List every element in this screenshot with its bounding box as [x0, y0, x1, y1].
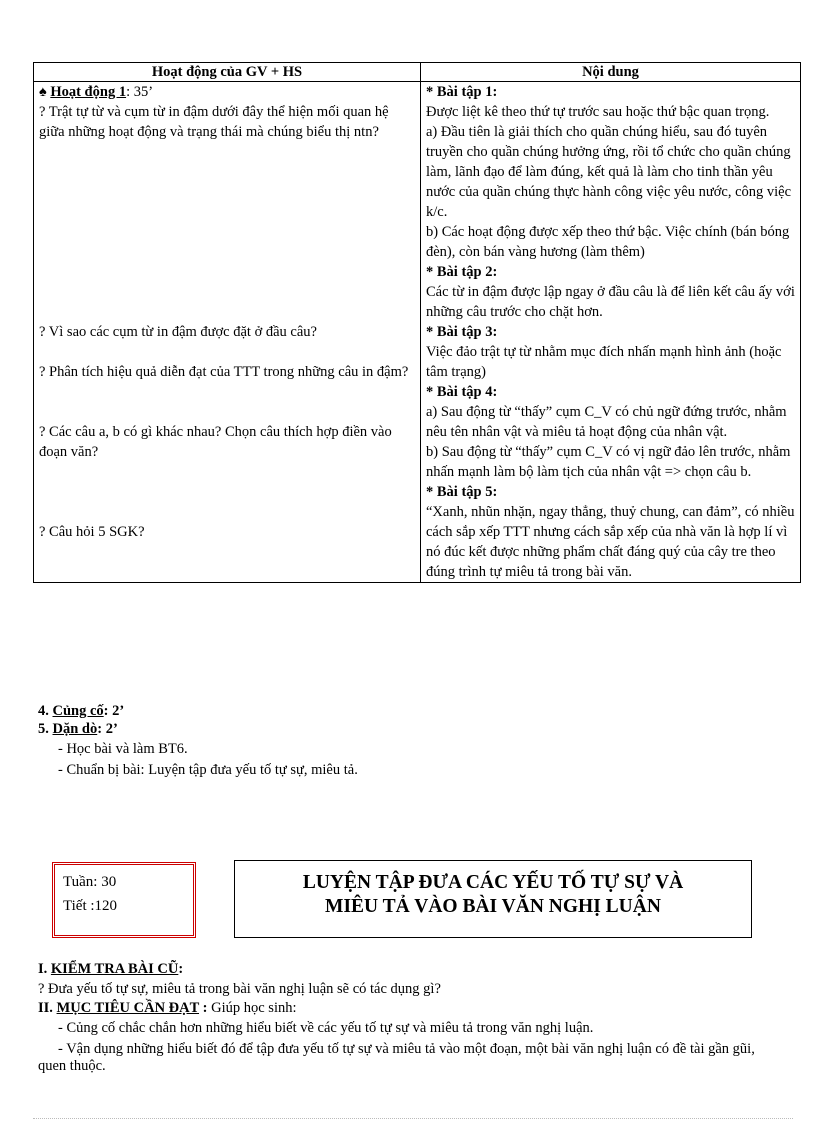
- section-review: I. KIỂM TRA BÀI CŨ:: [38, 961, 184, 977]
- review-label: KIỂM TRA BÀI CŨ: [50, 961, 179, 977]
- exercise-4-a: a) Sau động từ “thấy” cụm C_V có chủ ngữ đứng trước, nhằm nêu tên nhân vật và miêu tả hoạt động của nhân vật.: [426, 404, 787, 440]
- exercise-5-title: * Bài tập 5:: [426, 484, 498, 500]
- table-header-row: [34, 63, 801, 82]
- homework-item-2: - Chuẩn bị bài: Luyện tập đưa yếu tố tự sự, miêu tả.: [58, 762, 358, 778]
- exercise-1-b: b) Các hoạt động được xếp theo thứ bậc. Việc chính (bán bóng đèn), còn bán vàng hương (làm thêm): [426, 224, 790, 260]
- lesson-title-line-2: MIÊU TẢ VÀO BÀI VĂN NGHỊ LUẬN: [325, 896, 661, 917]
- objective-item-1: - Củng cố chắc chắn hơn những hiểu biết về các yếu tố tự sự và miêu tả trong văn nghị luận.: [58, 1020, 594, 1036]
- activity-cell: [34, 82, 421, 583]
- exercise-5-text: “Xanh, nhũn nhặn, ngay thẳng, thuỷ chung, can đảm”, có nhiều cách sắp xếp TTT nhưng cách sắp xếp của nhà văn là hợp lí vì nó đúc kết được những phẩm chất đáng quý của cây tre theo đúng trình tự miêu tả trong bài văn.: [426, 504, 795, 580]
- section-objectives: II. MỤC TIÊU CẦN ĐẠT : Giúp học sinh:: [38, 1000, 297, 1016]
- week-period-box: [52, 862, 196, 938]
- question-4: ? Các câu a, b có gì khác nhau? Chọn câu thích hợp điền vào đoạn văn?: [39, 424, 392, 460]
- question-3: ? Phân tích hiệu quả diễn đạt của TTT trong những câu in đậm?: [39, 364, 409, 380]
- page-bottom-divider: [33, 1118, 793, 1119]
- objective-item-2: - Vận dụng những hiểu biết đó để tập đưa yếu tố tự sự và miêu tả vào một đoạn, một bài văn nghị luận có đề tài gần gũi, quen thuộc.: [38, 1041, 755, 1074]
- objectives-label: MỤC TIÊU CẦN ĐẠT: [56, 1000, 200, 1016]
- exercise-4-title: * Bài tập 4:: [426, 384, 498, 400]
- exercise-2-text: Các từ in đậm được lập ngay ở đầu câu là để liên kết câu ấy với những câu trước cho chặt hơn.: [426, 284, 795, 320]
- activity-label: Hoạt động 1: [50, 84, 127, 100]
- exercise-1-text: Được liệt kê theo thứ tự trước sau hoặc thứ bậc quan trọng.: [426, 104, 770, 120]
- review-question: ? Đưa yếu tố tự sự, miêu tả trong bài văn nghị luận sẽ có tác dụng gì?: [38, 981, 441, 997]
- question-2: ? Vì sao các cụm từ in đậm được đặt ở đầu câu?: [39, 324, 317, 340]
- exercise-1-title: * Bài tập 1:: [426, 84, 498, 100]
- week-label: Tuần: 30: [63, 874, 117, 890]
- exercise-2-title: * Bài tập 2:: [426, 264, 498, 280]
- homework-item-1: - Học bài và làm BT6.: [58, 741, 188, 757]
- exercise-4-b: b) Sau động từ “thấy” cụm C_V có vị ngữ đảo lên trước, nhằm nhấn mạnh làm bộ làm tịch của nhân vật => chọn câu b.: [426, 444, 791, 480]
- question-1: ? Trật tự từ và cụm từ in đậm dưới đây thể hiện mối quan hệ giữa những hoạt động và trạng thái mà chúng biểu thị ntn?: [39, 104, 389, 140]
- spade-icon: ♠: [39, 84, 47, 100]
- lesson-title-line-1: LUYỆN TẬP ĐƯA CÁC YẾU TỐ TỰ SỰ VÀ: [302, 872, 684, 893]
- exercise-1-a: a) Đầu tiên là giải thích cho quần chúng hiểu, sau đó tuyên truyền cho quần chúng hưởng ứng, rồi tổ chức cho quần chúng làm, lãnh đạo để làm đúng, kết quả là làm cho tinh thần yêu nước của quần chúng thực hành công việc yêu nước, công việc k/c.: [426, 124, 792, 220]
- content-cell: [421, 82, 801, 583]
- section-consolidation: 4. Củng cố: 2’: [38, 703, 125, 719]
- exercise-3-text: Việc đảo trật tự từ nhằm mục đích nhấn mạnh hình ảnh (hoặc tâm trạng): [426, 344, 782, 380]
- activity-time: : 35’: [126, 84, 154, 100]
- section-homework: 5. Dặn dò: 2’: [38, 721, 118, 737]
- homework-label: Dặn dò: [52, 721, 98, 737]
- table-row: [34, 82, 801, 583]
- period-label: Tiết :120: [63, 898, 118, 914]
- header-content: Nội dung: [421, 63, 801, 82]
- consolidation-label: Củng cố: [52, 703, 104, 719]
- objectives-intro: Giúp học sinh:: [207, 1000, 297, 1016]
- exercise-3-title: * Bài tập 3:: [426, 324, 498, 340]
- question-5: ? Câu hỏi 5 SGK?: [39, 524, 145, 540]
- lesson-activity-table: [33, 62, 801, 583]
- header-activity: Hoạt động của GV + HS: [34, 63, 421, 82]
- lesson-title-box: [234, 860, 752, 938]
- activity-heading: [39, 82, 415, 102]
